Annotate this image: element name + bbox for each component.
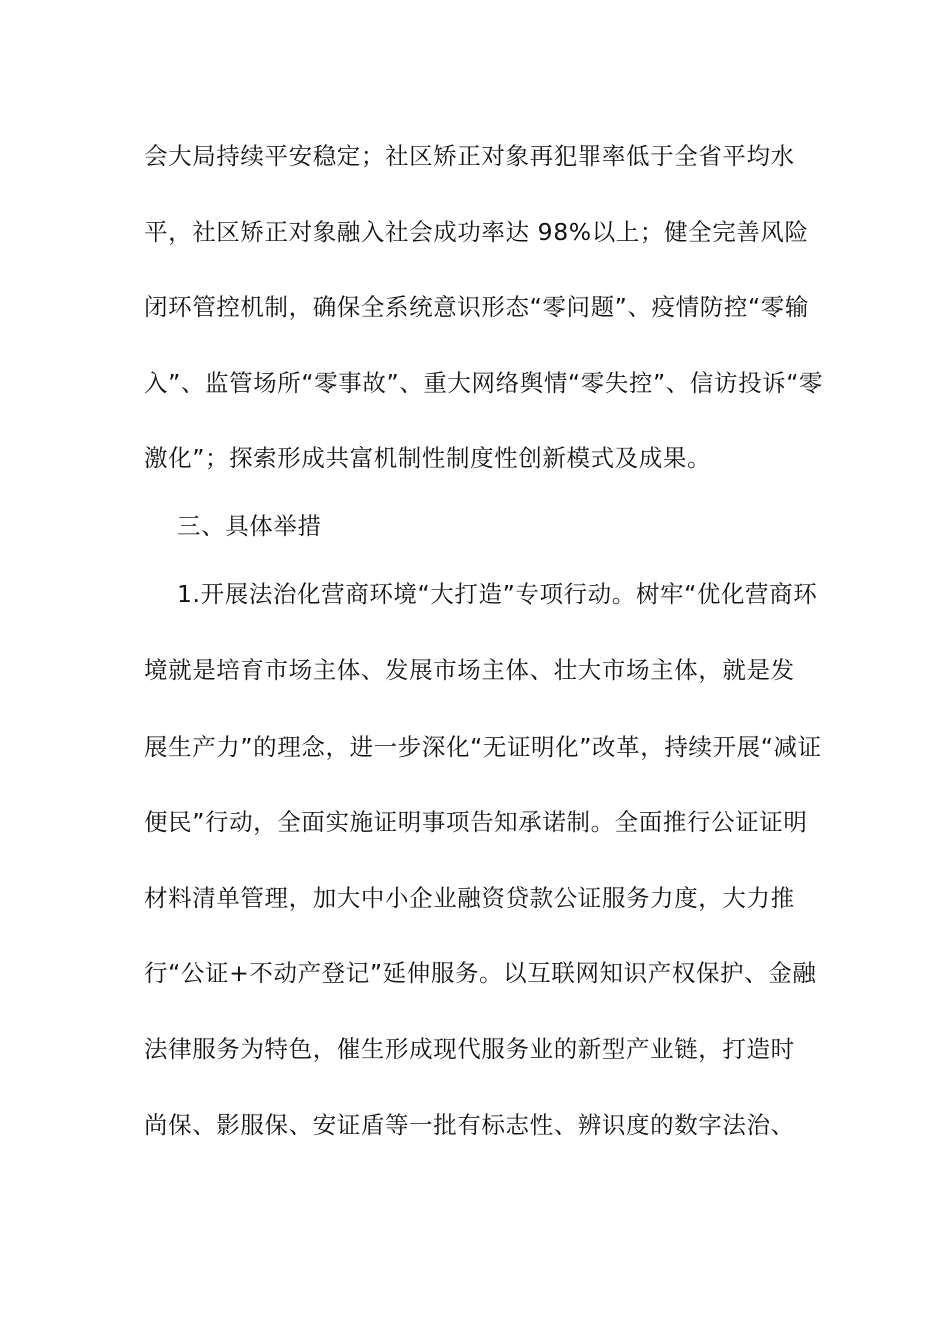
section-heading: 三、具体举措	[177, 512, 322, 540]
paragraph-line: 展生产力”的理念，进一步深化“无证明化”改革，持续开展“减证	[144, 733, 822, 761]
paragraph-line: 闭环管控机制，确保全系统意识形态“零问题”、疫情防控“零输	[144, 293, 809, 321]
paragraph-line: 激化”；探索形成共富机制性制度性创新模式及成果。	[144, 444, 712, 472]
paragraph-line: 法律服务为特色，催生形成现代服务业的新型产业链，打造时	[144, 1035, 795, 1063]
paragraph-line: 1.开展法治化营商环境“大打造”专项行动。树牢“优化营商环	[177, 580, 818, 608]
paragraph-line: 入”、监管场所“零事故”、重大网络舆情“零失控”、信访投诉“零	[144, 369, 824, 397]
paragraph-line: 平，社区矫正对象融入社会成功率达 98%以上；健全完善风险	[144, 218, 809, 246]
paragraph-line: 便民”行动，全面实施证明事项告知承诺制。全面推行公证证明	[144, 808, 808, 836]
paragraph-line: 材料清单管理，加大中小企业融资贷款公证服务力度，大力推	[144, 884, 795, 912]
paragraph-line: 境就是培育市场主体、发展市场主体、壮大市场主体，就是发	[144, 656, 795, 684]
paragraph-line: 会大局持续平安稳定；社区矫正对象再犯罪率低于全省平均水	[144, 142, 795, 170]
paragraph-line: 尚保、影服保、安证盾等一批有标志性、辨识度的数字法治、	[144, 1111, 795, 1139]
paragraph-line: 行“公证+不动产登记”延伸服务。以互联网知识产权保护、金融	[144, 959, 817, 987]
